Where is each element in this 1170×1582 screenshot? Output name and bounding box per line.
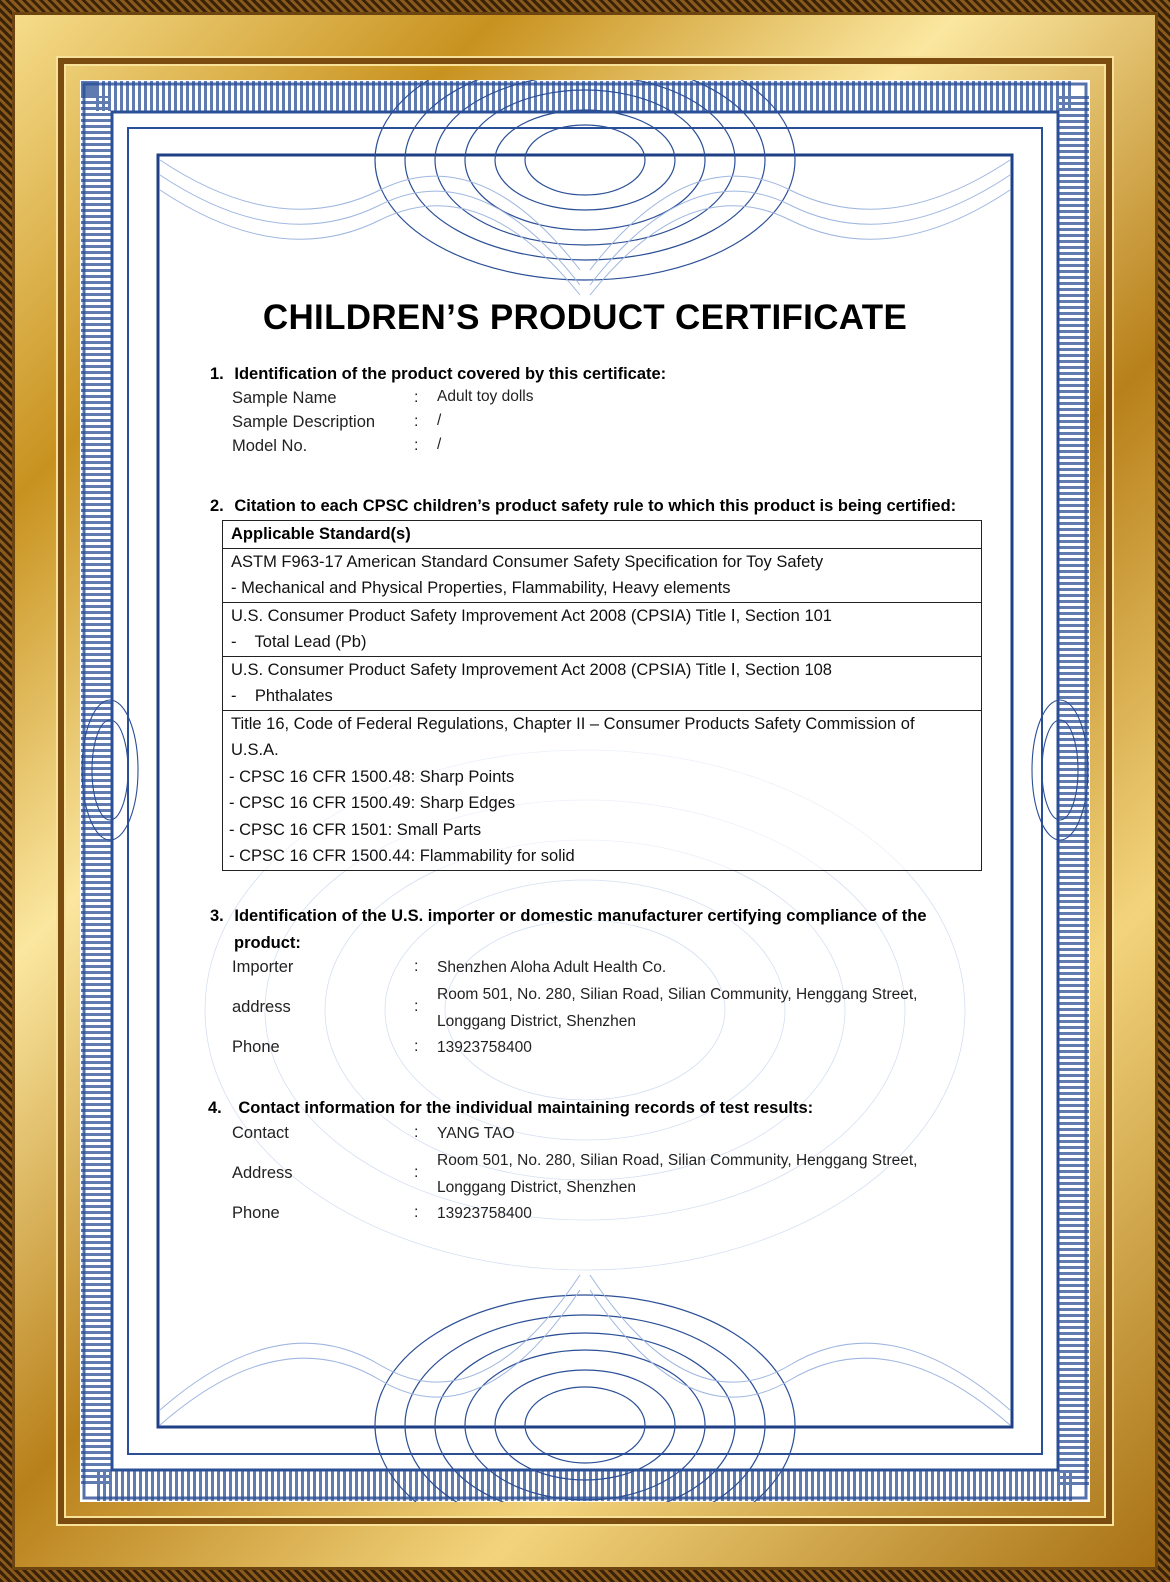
standard-line: - CPSC 16 CFR 1500.48: Sharp Points bbox=[229, 767, 515, 786]
section2-number: 2. bbox=[210, 497, 224, 515]
importer-address-line1: Room 501, No. 280, Silian Road, Silian Community, Henggang Street, bbox=[437, 986, 918, 1003]
standard-line: - CPSC 16 CFR 1501: Small Parts bbox=[229, 820, 482, 839]
importer-address-label: address bbox=[232, 998, 291, 1016]
section1-heading-text: Identification of the product covered by this certificate: bbox=[234, 365, 667, 383]
contact-phone-label: Phone bbox=[232, 1204, 280, 1222]
standard-line: ASTM F963-17 American Standard Consumer Safety Specification for Toy Safety bbox=[231, 552, 824, 571]
contact-address-colon: : bbox=[414, 1164, 419, 1181]
table-row bbox=[223, 710, 982, 870]
standard-line: U.S.A. bbox=[231, 741, 279, 759]
section4-heading-text: Contact information for the individual maintaining records of test results: bbox=[238, 1099, 814, 1117]
importer-value: Shenzhen Aloha Adult Health Co. bbox=[437, 959, 667, 976]
applicable-standards-table bbox=[222, 520, 982, 871]
section2-heading-text: Citation to each CPSC children’s product safety rule to which this product is being certified: bbox=[234, 497, 957, 515]
table-row bbox=[223, 548, 982, 602]
contact-colon: : bbox=[414, 1124, 419, 1141]
section3-heading bbox=[210, 903, 927, 930]
importer-colon: : bbox=[414, 958, 419, 975]
standard-cell-cpsia-101 bbox=[223, 602, 982, 656]
sample-description-colon: : bbox=[414, 413, 419, 430]
contact-address-line2: Longgang District, Shenzhen bbox=[437, 1179, 637, 1196]
section4-number: 4. bbox=[208, 1099, 222, 1117]
standard-line: U.S. Consumer Product Safety Improvement Act 2008 (CPSIA) Title Ⅰ, Section 108 bbox=[231, 660, 832, 679]
table-header-row bbox=[223, 521, 982, 549]
standard-line: - Total Lead (Pb) bbox=[231, 633, 367, 651]
table-row bbox=[223, 656, 982, 710]
contact-address-label: Address bbox=[232, 1164, 293, 1182]
standard-line: - CPSC 16 CFR 1500.49: Sharp Edges bbox=[229, 794, 516, 812]
table-row bbox=[223, 602, 982, 656]
importer-address-line2: Longgang District, Shenzhen bbox=[437, 1013, 637, 1030]
standard-line: - CPSC 16 CFR 1500.44: Flammability for solid bbox=[229, 847, 575, 865]
contact-label: Contact bbox=[232, 1124, 289, 1142]
standard-line: - Phthalates bbox=[231, 687, 333, 705]
contact-address-line1: Room 501, No. 280, Silian Road, Silian Community, Henggang Street, bbox=[437, 1152, 918, 1169]
standard-line: Title 16, Code of Federal Regulations, Chapter II – Consumer Products Safety Commission of bbox=[231, 714, 915, 733]
sample-description-value: / bbox=[437, 412, 442, 429]
contact-value: YANG TAO bbox=[437, 1125, 515, 1142]
standard-line: U.S. Consumer Product Safety Improvement Act 2008 (CPSIA) Title Ⅰ, Section 101 bbox=[231, 606, 832, 625]
section3-number: 3. bbox=[210, 907, 224, 925]
sample-name-label: Sample Name bbox=[232, 389, 337, 407]
model-no-colon: : bbox=[414, 437, 419, 454]
model-no-value: / bbox=[437, 436, 442, 453]
importer-phone-label: Phone bbox=[232, 1038, 280, 1056]
section2-heading bbox=[210, 493, 956, 520]
importer-phone-value: 13923758400 bbox=[437, 1039, 532, 1056]
section1-number: 1. bbox=[210, 365, 224, 383]
sample-description-label: Sample Description bbox=[232, 413, 376, 431]
table-header-cell: Applicable Standard(s) bbox=[223, 521, 982, 549]
contact-phone-value: 13923758400 bbox=[437, 1205, 532, 1222]
importer-label: Importer bbox=[232, 958, 294, 976]
sample-name-colon: : bbox=[414, 389, 419, 406]
section3-heading-line1: Identification of the U.S. importer or domestic manufacturer certifying compliance of the bbox=[234, 907, 927, 925]
standard-cell-astm bbox=[223, 548, 982, 602]
standard-cell-cpsia-108 bbox=[223, 656, 982, 710]
standard-line: - Mechanical and Physical Properties, Flammability, Heavy elements bbox=[231, 579, 731, 597]
sample-name-value: Adult toy dolls bbox=[437, 388, 534, 405]
importer-phone-colon: : bbox=[414, 1038, 419, 1055]
standard-cell-cfr bbox=[223, 710, 982, 870]
section4-heading bbox=[208, 1095, 813, 1122]
contact-phone-colon: : bbox=[414, 1204, 419, 1221]
certificate-title: CHILDREN’S PRODUCT CERTIFICATE bbox=[262, 298, 908, 337]
section3-heading-line2: product: bbox=[234, 934, 301, 952]
importer-address-colon: : bbox=[414, 998, 419, 1015]
model-no-label: Model No. bbox=[232, 437, 308, 455]
